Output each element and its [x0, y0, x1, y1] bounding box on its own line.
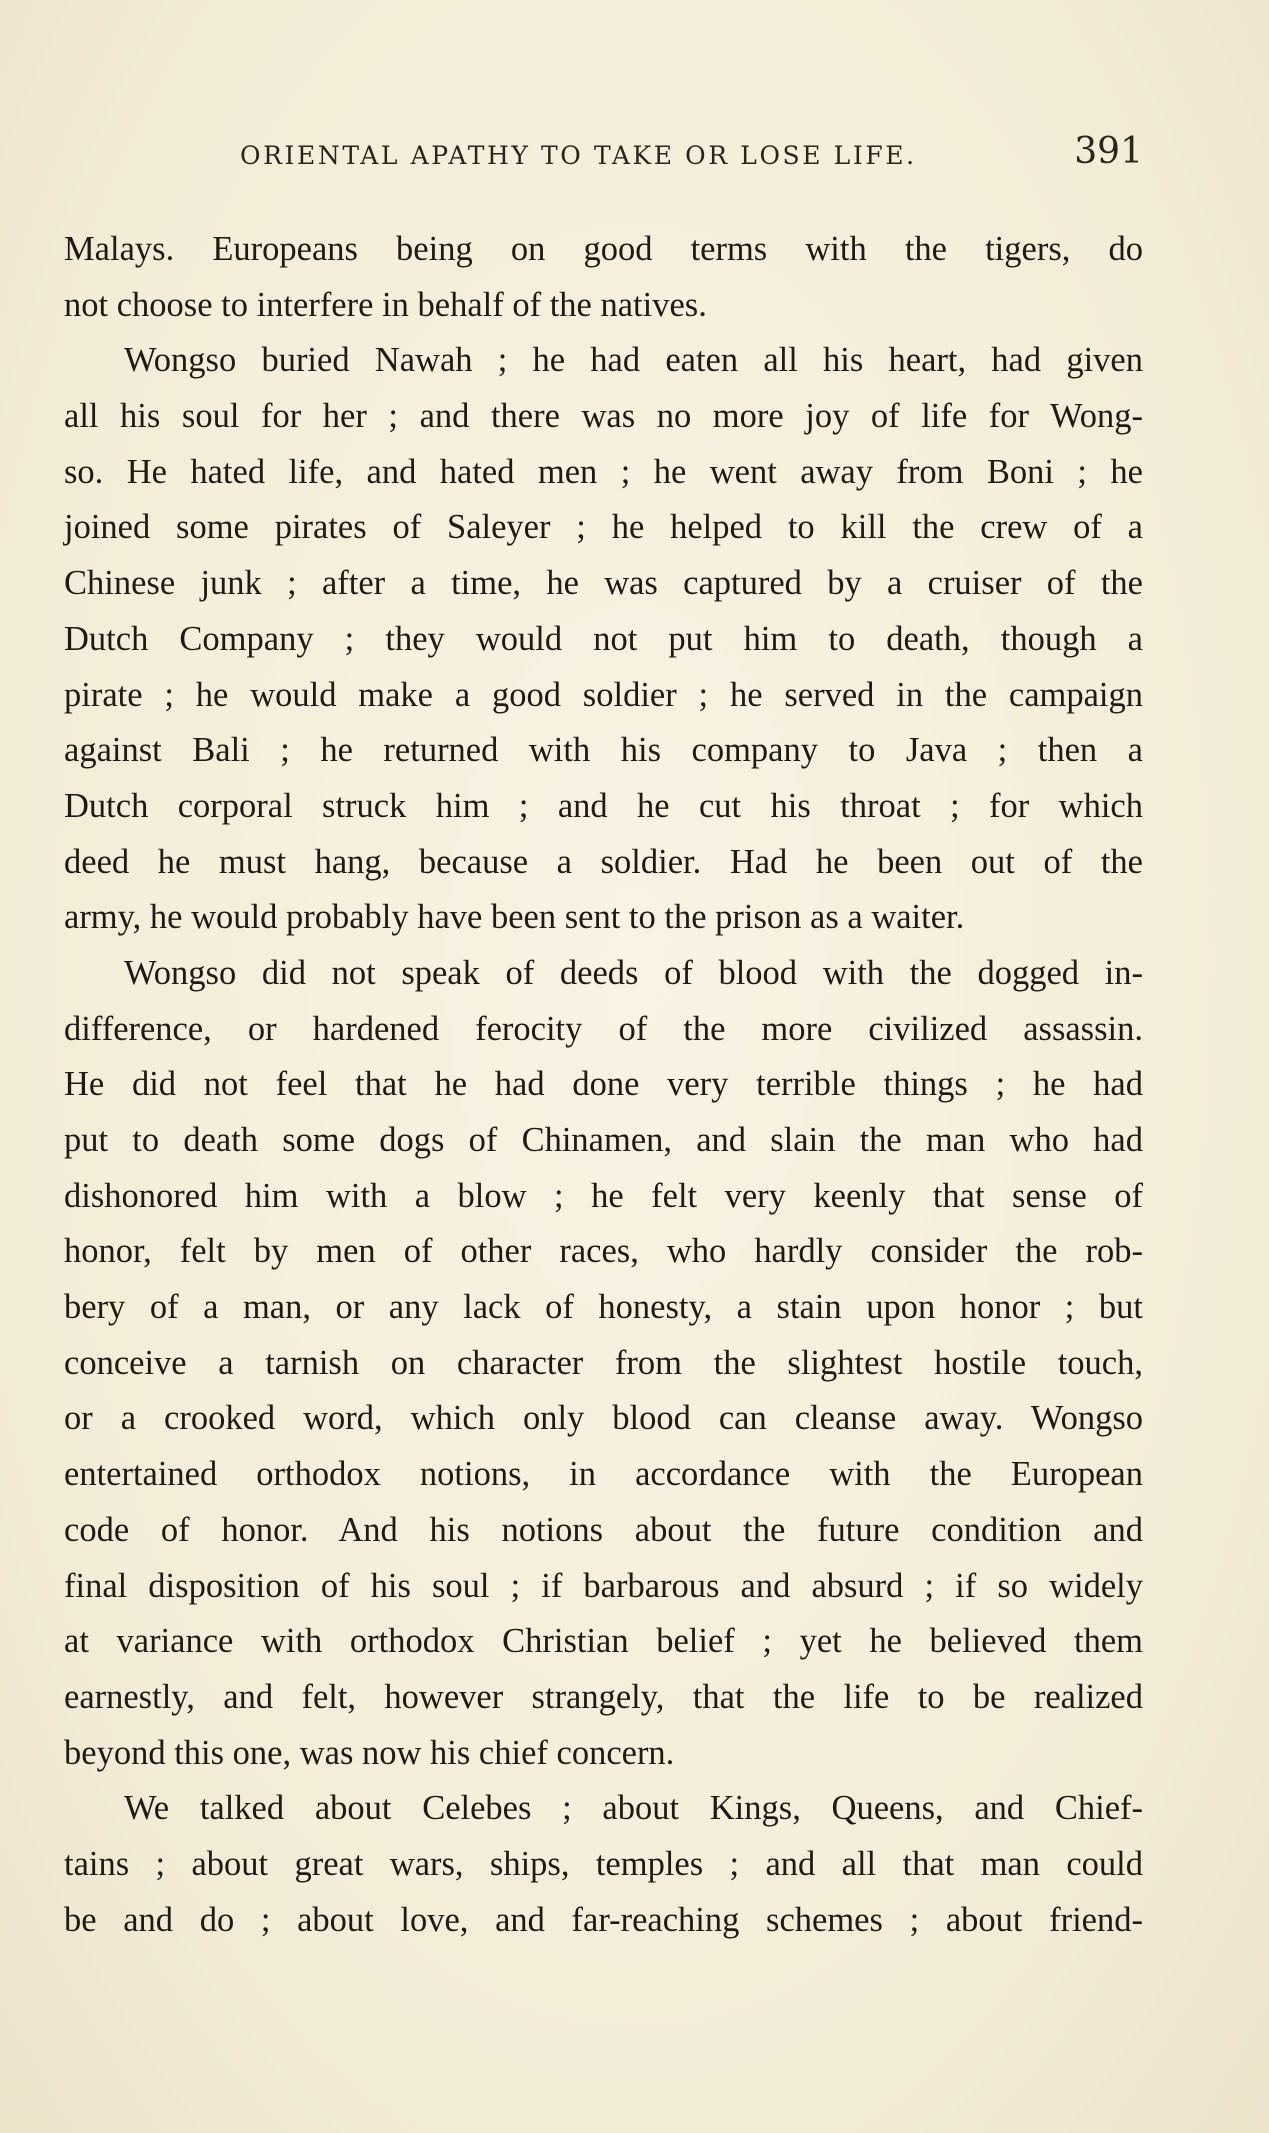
- text-line: or a crooked word, which only blood can cleanse away. Wongso: [64, 1399, 1143, 1438]
- text-line: Malays. Europeans being on good terms with the tigers, do: [64, 230, 1143, 268]
- text-line: army, he would probably have been sent to the prison as a waiter.: [64, 898, 965, 937]
- text-line: final disposition of his soul ; if barbarous and absurd ; if so widely: [64, 1566, 1143, 1605]
- text-line: beyond this one, was now his chief concern.: [64, 1733, 675, 1772]
- text-line: difference, or hardened ferocity of the more civilized assassin.: [64, 1009, 1143, 1048]
- text-line: dishonored him with a blow ; he felt very keenly that sense of: [64, 1176, 1143, 1215]
- page-number: 391: [1074, 131, 1143, 172]
- text-line: tains ; about great wars, ships, temples ; and all that man could: [64, 1844, 1143, 1883]
- text-line: Wongso buried Nawah ; he had eaten all his heart, had given: [124, 341, 1143, 380]
- text-line: Dutch corporal struck him ; and he cut his throat ; for which: [64, 786, 1143, 825]
- text-line: conceive a tarnish on character from the slightest hostile touch,: [64, 1343, 1143, 1382]
- text-line: at variance with orthodox Christian belief ; yet he believed them: [64, 1622, 1143, 1661]
- text-line: all his soul for her ; and there was no more joy of life for Wong-: [64, 397, 1143, 436]
- text-line: against Bali ; he returned with his company to Java ; then a: [64, 731, 1143, 770]
- text-line: entertained orthodox notions, in accordance with the European: [64, 1455, 1143, 1494]
- text-line: deed he must hang, because a soldier. Had he been out of the: [64, 842, 1143, 881]
- text-line: joined some pirates of Saleyer ; he helped to kill the crew of a: [64, 508, 1143, 547]
- text-line: put to death some dogs of Chinamen, and slain the man who had: [64, 1121, 1143, 1159]
- text-line: be and do ; about love, and far-reaching schemes ; about friend-: [64, 1900, 1143, 1939]
- text-line: We talked about Celebes ; about Kings, Queens, and Chief-: [124, 1789, 1143, 1828]
- body-text: [64, 222, 1143, 1948]
- text-line: code of honor. And his notions about the future condition and: [64, 1510, 1143, 1549]
- text-line: Wongso did not speak of deeds of blood with the dogged in-: [124, 953, 1143, 992]
- text-line: bery of a man, or any lack of honesty, a stain upon honor ; but: [64, 1288, 1143, 1327]
- text-line: He did not feel that he had done very terrible things ; he had: [64, 1065, 1143, 1104]
- text-line: earnestly, and felt, however strangely, that the life to be realized: [64, 1677, 1143, 1716]
- text-line: honor, felt by men of other races, who hardly consider the rob-: [64, 1232, 1143, 1271]
- text-line: Chinese junk ; after a time, he was captured by a cruiser of the: [64, 564, 1143, 603]
- text-line: not choose to interfere in behalf of the natives.: [64, 285, 707, 324]
- page-header: [65, 127, 1143, 177]
- text-line: so. He hated life, and hated men ; he went away from Boni ; he: [64, 452, 1143, 491]
- running-title: ORIENTAL APATHY TO TAKE OR LOSE LIFE.: [240, 141, 917, 170]
- text-line: pirate ; he would make a good soldier ; he served in the campaign: [64, 675, 1143, 714]
- text-line: Dutch Company ; they would not put him to death, though a: [64, 619, 1143, 658]
